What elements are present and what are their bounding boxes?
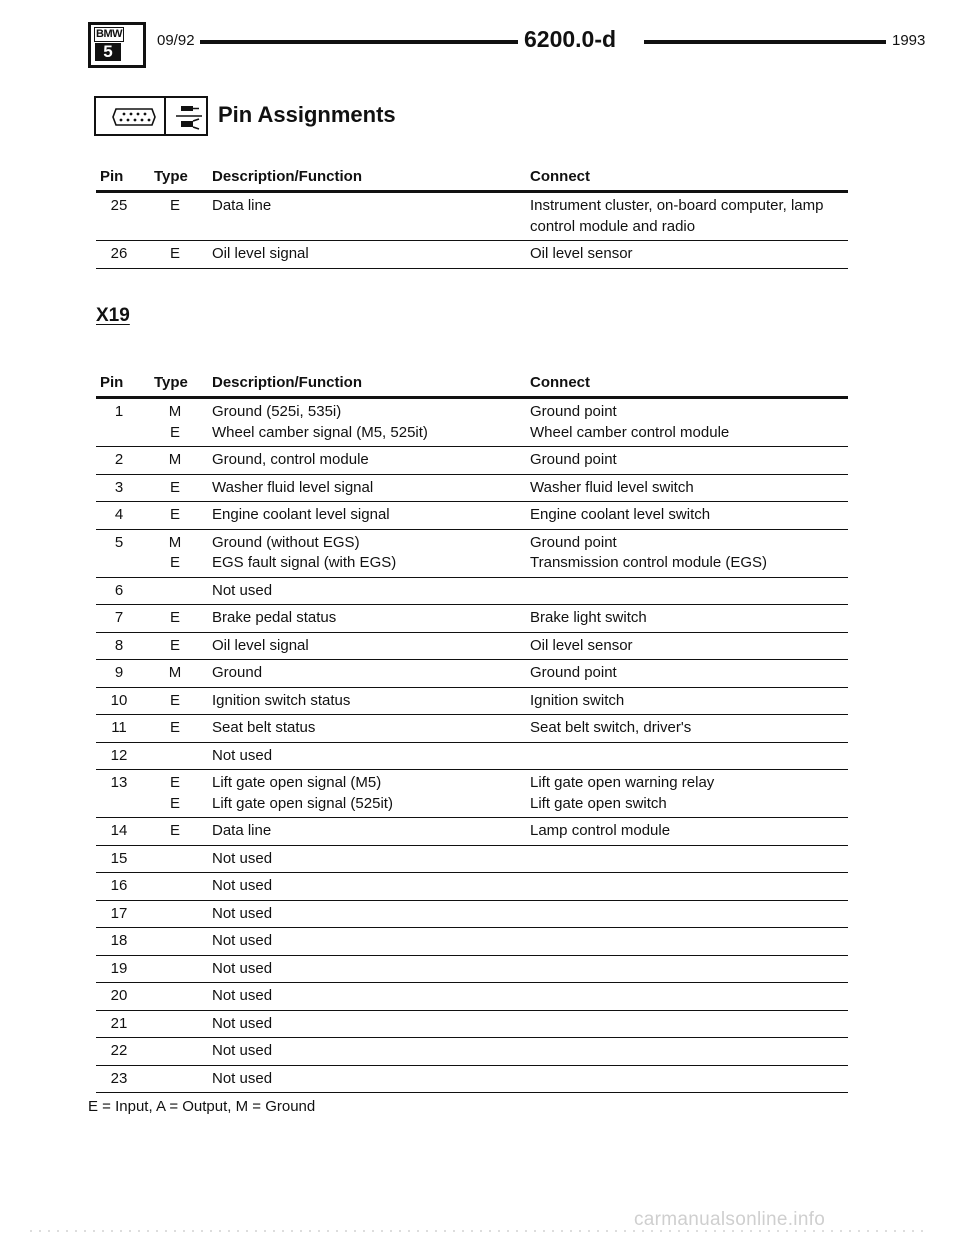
pin-type: E: [169, 423, 180, 441]
pin-type-cell: [160, 1014, 190, 1035]
pin-connect-cell: [530, 505, 848, 526]
pin-number: 7: [114, 609, 124, 626]
pin-type: [160, 746, 190, 767]
pin-type: E: [169, 719, 180, 736]
pin-type: E: [169, 636, 180, 654]
col-pin: Pin: [100, 168, 124, 185]
pin-connect: Seat belt switch, driver's: [530, 719, 692, 736]
pin-description-cell: [212, 691, 350, 712]
pin-description: Not used: [212, 1014, 273, 1032]
pin-connect-cell: [530, 849, 848, 870]
pin-type: [160, 1014, 190, 1035]
pin-description: Ground (525i, 535i): [212, 403, 342, 420]
footer-watermark: carmanualsonline.info: [634, 1209, 826, 1230]
col-description: Description/Function: [212, 168, 362, 185]
pin-connect: [530, 581, 848, 602]
pin-description: Not used: [212, 1042, 273, 1059]
table-row: [96, 928, 848, 956]
pin-type: [160, 876, 190, 897]
pin-type: E: [169, 609, 180, 626]
pin-connect: [530, 876, 848, 897]
pin-description: Ignition switch status: [212, 691, 351, 709]
pin-description-cell: [212, 663, 262, 684]
pin-type-icon: [176, 102, 202, 132]
pin-connect: Engine coolant level switch: [530, 506, 711, 523]
pin-description-cell: [212, 849, 272, 870]
pin-connect: [530, 1014, 848, 1035]
table-row: [96, 578, 848, 606]
table-row: [96, 983, 848, 1011]
table-row: [96, 605, 848, 633]
pin-connect: [530, 746, 848, 767]
scan-artifact: [30, 1230, 930, 1232]
pin-type: [160, 581, 190, 602]
pin-connect: [530, 904, 848, 925]
pin-connect: [530, 1041, 848, 1062]
pin-number: 11: [111, 719, 127, 736]
col-pin: Pin: [100, 374, 124, 391]
pin-connect-cell: [530, 718, 848, 739]
table-row: [96, 502, 848, 530]
pin-type-cell: [160, 533, 190, 574]
connector-icon: [112, 107, 156, 127]
pin-table-x19: [96, 374, 848, 1093]
connector-label-x19: X19: [96, 305, 130, 326]
table-row: [96, 1038, 848, 1066]
pin-connect: [530, 1069, 848, 1090]
pin-number: 9: [114, 664, 124, 681]
icon-divider: [164, 98, 166, 134]
table-row: [96, 743, 848, 771]
pin-number: 23: [110, 1069, 128, 1087]
pin-type-cell: [160, 663, 190, 684]
pin-description-cell: [212, 718, 315, 739]
pin-description-cell: [212, 876, 272, 897]
pin-number: 1: [114, 403, 124, 420]
pin-description-cell: [212, 1069, 272, 1090]
pin-description-cell: [212, 478, 373, 499]
pin-type-cell: [160, 1041, 190, 1062]
pin-type-cell: [160, 718, 190, 739]
pin-description-cell: [212, 402, 428, 443]
pin-description: Not used: [212, 987, 273, 1004]
pin-number: 17: [110, 904, 128, 922]
pin-description-cell: [212, 746, 272, 767]
pin-description: Wheel camber signal (M5, 525it): [212, 423, 428, 441]
pin-description: Not used: [212, 1069, 273, 1087]
pin-type: [160, 904, 190, 925]
pin-connect-cell: [530, 904, 848, 925]
pin-description: Oil level signal: [212, 636, 309, 654]
pin-description: Seat belt status: [212, 719, 316, 736]
pin-connect: Transmission control module (EGS): [530, 554, 768, 571]
pin-number: 14: [110, 822, 128, 839]
pin-description: Not used: [212, 746, 273, 764]
pin-type-cell: [160, 746, 190, 767]
table-header: [96, 168, 848, 190]
col-connect: Connect: [530, 168, 590, 185]
pin-connect-cell: [530, 821, 848, 842]
pin-number: 12: [110, 746, 128, 764]
pin-type: [160, 849, 190, 870]
pin-number: 15: [110, 849, 128, 867]
pin-connect-cell: [530, 608, 848, 629]
header-year: 1993: [892, 32, 926, 49]
table-row: [96, 660, 848, 688]
pin-connect-cell: [530, 402, 848, 443]
pin-connect: Oil level sensor: [530, 636, 633, 654]
section-title: Pin Assignments: [218, 102, 396, 127]
pin-connect: Wheel camber control module: [530, 423, 730, 441]
table-body: [96, 193, 848, 269]
pin-connect-cell: [530, 581, 848, 602]
pin-type-cell: [160, 244, 190, 265]
pin-description: Ground: [212, 664, 263, 681]
pin-number: 25: [110, 197, 128, 214]
pin-type: E: [169, 478, 180, 496]
pin-type-cell: [160, 505, 190, 526]
table-row: [96, 1011, 848, 1039]
pin-type: M: [168, 533, 182, 551]
col-connect: Connect: [530, 374, 590, 391]
pin-connect: Instrument cluster, on-board computer, lamp control module and radio: [530, 197, 824, 235]
pin-description-cell: [212, 959, 272, 980]
col-type: Type: [154, 168, 188, 185]
pin-description: EGS fault signal (with EGS): [212, 554, 397, 571]
pin-connect-cell: [530, 244, 848, 265]
page-header: [88, 22, 926, 62]
pin-type-cell: [160, 773, 190, 814]
pin-type: M: [168, 403, 182, 420]
pin-connect: [530, 986, 848, 1007]
pin-description-cell: [212, 450, 369, 471]
pin-connect-cell: [530, 533, 848, 574]
pin-connect-cell: [530, 450, 848, 471]
pin-description: Lift gate open signal (525it): [212, 794, 393, 812]
pin-description-cell: [212, 533, 396, 574]
pin-connect-cell: [530, 196, 848, 235]
pin-type-cell: [160, 959, 190, 980]
pin-description: Lift gate open signal (M5): [212, 774, 382, 791]
pin-connect-cell: [530, 876, 848, 897]
pin-table-top: [96, 168, 848, 269]
pin-connect: Ground point: [530, 533, 617, 551]
pin-description: Not used: [212, 904, 273, 922]
pin-type: E: [169, 197, 180, 214]
pin-connect-cell: [530, 1041, 848, 1062]
pin-number: 16: [110, 877, 128, 894]
pin-type-cell: [160, 986, 190, 1007]
pin-description: Brake pedal status: [212, 609, 337, 626]
pin-number: 21: [110, 1014, 128, 1032]
pin-type: E: [169, 245, 180, 262]
pin-type: E: [169, 822, 180, 839]
pin-connect-cell: [530, 959, 848, 980]
pin-type-cell: [160, 608, 190, 629]
table-row: [96, 530, 848, 578]
pin-connect: Washer fluid level switch: [530, 478, 694, 496]
pin-description: Data line: [212, 822, 272, 839]
header-rule-left: [200, 40, 518, 44]
pin-type-cell: [160, 196, 190, 217]
col-type: Type: [154, 374, 188, 391]
pin-description: Engine coolant level signal: [212, 506, 390, 523]
type-legend: E = Input, A = Output, M = Ground: [88, 1098, 316, 1115]
table-row: [96, 818, 848, 846]
pin-connect: [530, 849, 848, 870]
pin-connect-cell: [530, 773, 848, 814]
pin-type-cell: [160, 691, 190, 712]
pin-connect-cell: [530, 986, 848, 1007]
pin-connect: Lift gate open warning relay: [530, 774, 715, 791]
pin-description-cell: [212, 931, 272, 952]
pin-description: Washer fluid level signal: [212, 478, 374, 496]
pin-type: [160, 931, 190, 952]
pin-type: [160, 1069, 190, 1090]
pin-description-cell: [212, 904, 272, 925]
pin-connect-cell: [530, 931, 848, 952]
table-row: [96, 688, 848, 716]
pin-type-cell: [160, 450, 190, 471]
pin-connect: Ignition switch: [530, 691, 625, 709]
pin-connect-cell: [530, 1014, 848, 1035]
pin-description: Not used: [212, 877, 273, 894]
table-row: [96, 873, 848, 901]
pin-connect: Brake light switch: [530, 609, 647, 626]
pin-type-cell: [160, 402, 190, 443]
pin-description-cell: [212, 1041, 272, 1062]
pin-type-cell: [160, 581, 190, 602]
table-row: [96, 846, 848, 874]
pin-description: Data line: [212, 197, 272, 214]
pin-description: Not used: [212, 849, 273, 867]
pin-type: [160, 986, 190, 1007]
table-row: [96, 475, 848, 503]
table-row: [96, 1066, 848, 1094]
pin-type: E: [169, 774, 180, 791]
pin-description-cell: [212, 196, 271, 217]
logo-brand: BMW: [96, 28, 122, 40]
pin-connect: [530, 931, 848, 952]
table-row: [96, 770, 848, 818]
pin-connect-cell: [530, 746, 848, 767]
pin-connect: Lift gate open switch: [530, 794, 667, 812]
pin-connect: [530, 959, 848, 980]
table-body: [96, 399, 848, 1093]
pin-type-cell: [160, 931, 190, 952]
col-description: Description/Function: [212, 374, 362, 391]
table-row: [96, 399, 848, 447]
pin-description-cell: [212, 773, 393, 814]
pin-type: [160, 1041, 190, 1062]
pin-type-cell: [160, 904, 190, 925]
pin-type-cell: [160, 636, 190, 657]
pin-description-cell: [212, 636, 309, 657]
pin-type: M: [168, 664, 182, 681]
table-header: [96, 374, 848, 396]
pin-description: Not used: [212, 959, 273, 977]
pin-type-cell: [160, 849, 190, 870]
pin-connect-cell: [530, 691, 848, 712]
pin-type: E: [169, 506, 180, 523]
pin-description-cell: [212, 1014, 272, 1035]
pin-type-cell: [160, 876, 190, 897]
pin-description-cell: [212, 986, 272, 1007]
pin-connect: Lamp control module: [530, 822, 671, 839]
pin-description-cell: [212, 821, 271, 842]
pin-number: 22: [110, 1042, 128, 1059]
section-icon-box: [94, 96, 208, 136]
pin-number: 13: [110, 774, 128, 791]
pin-type: E: [169, 794, 180, 812]
pin-connect-cell: [530, 636, 848, 657]
pin-number: 4: [114, 506, 124, 523]
logo-series: 5: [95, 43, 121, 61]
pin-type-cell: [160, 478, 190, 499]
pin-type: E: [169, 554, 180, 571]
pin-number: 3: [114, 478, 124, 496]
pin-number: 5: [114, 533, 124, 551]
pin-description: Ground, control module: [212, 451, 369, 468]
pin-connect-cell: [530, 1069, 848, 1090]
header-date: 09/92: [157, 32, 195, 49]
pin-description: Not used: [212, 932, 273, 949]
pin-type: E: [169, 691, 180, 709]
pin-connect: Ground point: [530, 664, 617, 681]
pin-number: 18: [110, 932, 128, 949]
pin-number: 2: [114, 451, 124, 468]
document-number: 6200.0-d: [524, 26, 617, 52]
pin-type: [160, 959, 190, 980]
pin-connect: Ground point: [530, 451, 617, 468]
pin-description-cell: [212, 505, 390, 526]
pin-description: Ground (without EGS): [212, 533, 360, 551]
pin-description-cell: [212, 608, 336, 629]
pin-type-cell: [160, 821, 190, 842]
pin-number: 20: [110, 987, 128, 1004]
pin-description: Not used: [212, 581, 273, 599]
pin-connect-cell: [530, 478, 848, 499]
table-row: [96, 447, 848, 475]
pin-description-cell: [212, 244, 309, 265]
pin-type-cell: [160, 1069, 190, 1090]
pin-number: 26: [110, 245, 128, 262]
table-row: [96, 241, 848, 269]
table-row: [96, 193, 848, 241]
pin-type: M: [168, 451, 182, 468]
pin-number: 6: [114, 581, 124, 599]
bmw-5-series-logo: [88, 22, 146, 68]
header-rule-right: [644, 40, 886, 44]
pin-connect: Oil level sensor: [530, 245, 633, 262]
table-row: [96, 715, 848, 743]
table-row: [96, 633, 848, 661]
pin-connect: Ground point: [530, 403, 617, 420]
pin-number: 8: [114, 636, 124, 654]
table-row: [96, 956, 848, 984]
pin-description: Oil level signal: [212, 245, 309, 262]
pin-number: 19: [110, 959, 128, 977]
pin-connect-cell: [530, 663, 848, 684]
table-row: [96, 901, 848, 929]
pin-description-cell: [212, 581, 272, 602]
pin-number: 10: [110, 691, 128, 709]
